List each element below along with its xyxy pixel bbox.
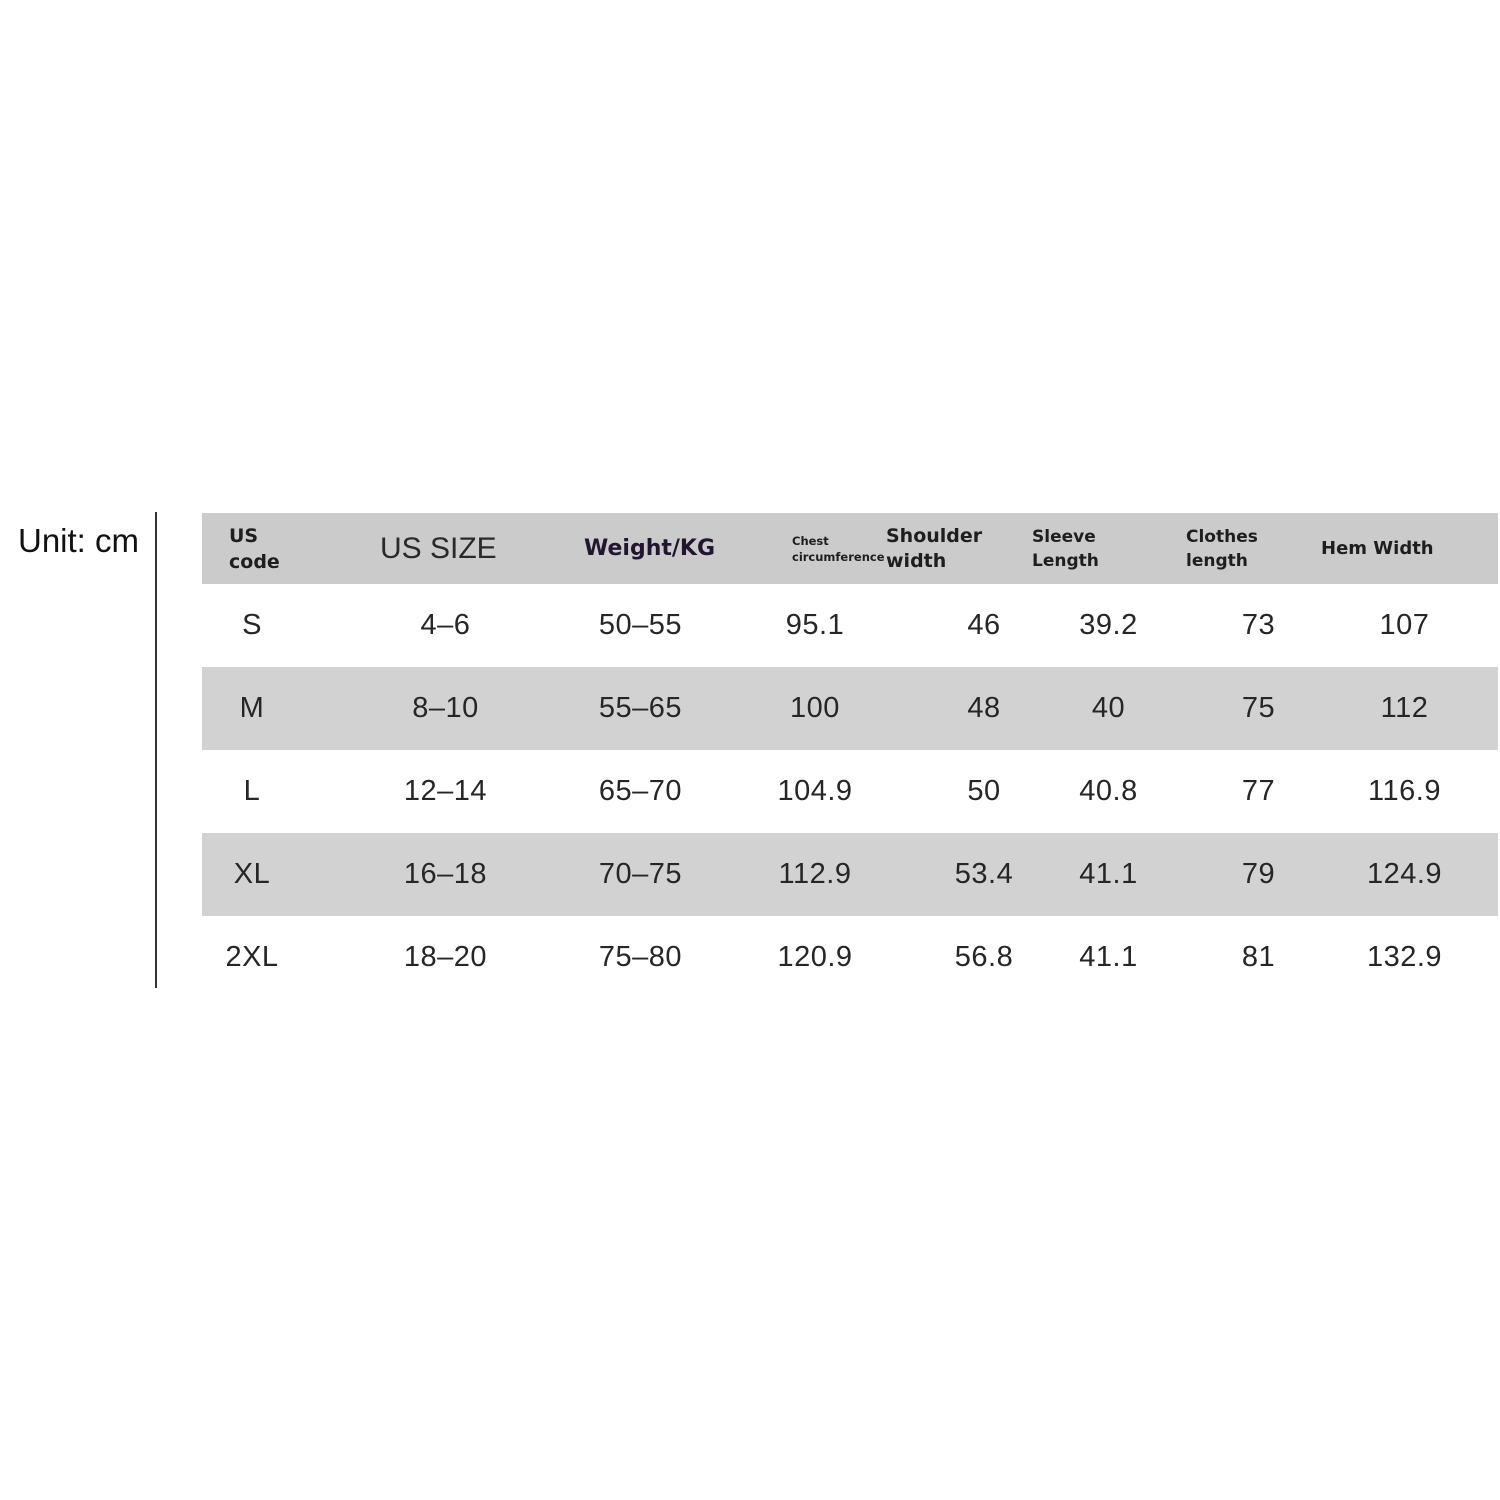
cell-hem-width: 132.9	[1366, 941, 1443, 973]
header-chest-circumference: Chest circumference	[792, 533, 885, 564]
table-row	[202, 833, 1498, 916]
cell-us-code: L	[243, 775, 261, 807]
cell-weight: 50–55	[598, 609, 683, 641]
cell-sleeve: 41.1	[1079, 858, 1138, 890]
cell-chest: 120.9	[777, 941, 853, 973]
cell-us-size: 4–6	[420, 609, 471, 641]
cell-weight: 75–80	[598, 941, 683, 973]
cell-us-size: 12–14	[403, 775, 488, 807]
size-chart-table	[202, 513, 1498, 999]
cell-clothes-length: 81	[1241, 941, 1276, 973]
table-row	[202, 584, 1498, 667]
unit-label: Unit: cm	[18, 522, 140, 559]
cell-shoulder: 50	[967, 775, 1001, 807]
cell-hem-width: 116.9	[1368, 775, 1441, 807]
cell-sleeve: 39.2	[1079, 609, 1138, 641]
cell-us-code: XL	[233, 858, 271, 890]
cell-weight: 65–70	[598, 775, 683, 807]
cell-us-size: 8–10	[412, 692, 479, 724]
cell-shoulder: 48	[967, 692, 1001, 724]
cell-weight: 70–75	[598, 858, 683, 890]
header-sleeve-length: Sleeve Length	[1032, 526, 1099, 571]
table-header-row	[202, 513, 1498, 584]
vertical-divider	[155, 512, 157, 988]
cell-sleeve: 41.1	[1079, 941, 1138, 973]
cell-sleeve: 40	[1091, 692, 1126, 724]
cell-us-code: 2XL	[225, 941, 279, 973]
header-hem-width: Hem Width	[1321, 538, 1434, 559]
cell-hem-width: 112	[1380, 692, 1429, 724]
cell-shoulder: 56.8	[954, 941, 1014, 973]
header-weight: Weight/KG	[584, 536, 716, 561]
table-row	[202, 667, 1498, 750]
cell-sleeve: 40.8	[1079, 775, 1138, 807]
cell-chest: 112.9	[778, 858, 852, 890]
cell-shoulder: 53.4	[954, 858, 1014, 890]
cell-clothes-length: 77	[1241, 775, 1276, 807]
header-clothes-length: Clothes length	[1186, 526, 1258, 571]
cell-chest: 100	[790, 692, 840, 724]
cell-shoulder: 46	[967, 609, 1001, 641]
cell-clothes-length: 73	[1241, 609, 1276, 641]
cell-hem-width: 124.9	[1366, 858, 1443, 890]
cell-chest: 104.9	[777, 775, 853, 807]
cell-clothes-length: 79	[1241, 858, 1276, 890]
header-us-code: US code	[229, 524, 280, 573]
header-us-size: US SIZE	[380, 531, 497, 565]
cell-clothes-length: 75	[1241, 692, 1276, 724]
table-row	[202, 750, 1498, 833]
cell-us-size: 16–18	[403, 858, 488, 890]
cell-chest: 95.1	[785, 609, 845, 641]
cell-us-code: S	[242, 609, 262, 641]
cell-hem-width: 107	[1379, 609, 1430, 641]
table-row	[202, 916, 1498, 999]
cell-us-size: 18–20	[403, 941, 488, 973]
header-shoulder-width: Shoulder width	[886, 524, 983, 572]
cell-us-code: M	[239, 692, 265, 724]
cell-weight: 55–65	[598, 692, 683, 724]
